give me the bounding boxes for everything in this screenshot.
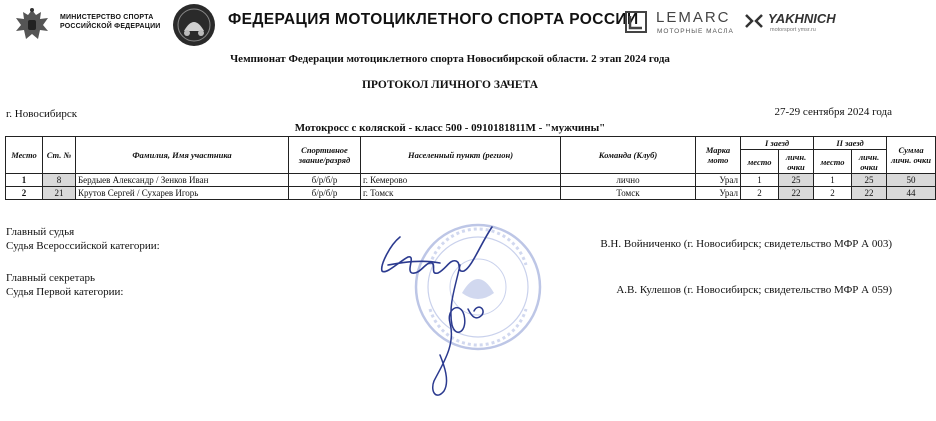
signatures-and-stamp (360, 205, 560, 417)
event-dates: 27-29 сентября 2024 года (774, 106, 892, 118)
cell-total: 44 (887, 187, 936, 200)
yakhnich-brand: YAKHNICH (768, 11, 836, 26)
cell-heat2-place: 1 (814, 174, 852, 187)
ministry-line-1: МИНИСТЕРСТВО СПОРТА (60, 14, 154, 21)
chief-secretary-category: Судья Первой категории: (6, 286, 124, 298)
header-team: Команда (Клуб) (561, 137, 696, 174)
cell-heat2-place: 2 (814, 187, 852, 200)
yakhnich-logo-icon (744, 11, 764, 31)
cell-locality: г. Томск (361, 187, 561, 200)
cell-heat1-place: 2 (741, 187, 779, 200)
official-stamp-icon (416, 225, 540, 349)
results-table (5, 136, 936, 200)
class-line: Мотокросс с коляской - класс 500 - 0910181811М - "мужчины" (294, 122, 606, 134)
cell-heat2-points: 25 (852, 174, 887, 187)
lemarc-tagline: МОТОРНЫЕ МАСЛА (657, 28, 734, 35)
cell-moto: Урал (696, 187, 741, 200)
cell-total: 50 (887, 174, 936, 187)
chief-secretary-role: Главный секретарь (6, 272, 95, 284)
cell-rank: б/р/б/р (289, 187, 361, 200)
cell-heat2-points: 22 (852, 187, 887, 200)
ministry-name (60, 13, 161, 31)
cell-number: 8 (43, 174, 76, 187)
header-heat-1-points: личн. очки (779, 150, 814, 174)
lemarc-logo-icon (622, 8, 650, 36)
header-rank: Спортивное звание/разряд (289, 137, 361, 174)
cell-name: Крутов Сергей / Сухарев Игорь (76, 187, 289, 200)
cell-place: 1 (6, 174, 43, 187)
table-row (6, 187, 936, 200)
header-heat-1-place: место (741, 150, 779, 174)
cell-place: 2 (6, 187, 43, 200)
judge-signature-icon (382, 227, 492, 273)
coat-of-arms-icon (10, 6, 54, 46)
federation-logo-icon (172, 3, 216, 47)
header-total: Сумма личн. очки (887, 137, 936, 174)
yakhnich-tagline: motorsport ymsr.ru (770, 27, 816, 33)
cell-heat1-place: 1 (741, 174, 779, 187)
cell-number: 21 (43, 187, 76, 200)
header-number: Ст. № (43, 137, 76, 174)
cell-moto: Урал (696, 174, 741, 187)
protocol-title: ПРОТОКОЛ ЛИЧНОГО ЗАЧЕТА (361, 79, 538, 91)
championship-title: Чемпионат Федерации мотоциклетного спорта Новосибирской области. 2 этап 2024 года (230, 53, 670, 65)
lemarc-brand: LEMARC (656, 9, 731, 26)
header-name: Фамилия, Имя участника (76, 137, 289, 174)
table-row (6, 174, 936, 187)
event-city: г. Новосибирск (6, 108, 78, 120)
federation-name: ФЕДЕРАЦИЯ МОТОЦИКЛЕТНОГО СПОРТА РОССИИ (228, 11, 639, 28)
header-heat-2-place: место (814, 150, 852, 174)
cell-team: лично (561, 174, 696, 187)
cell-rank: б/р/б/р (289, 174, 361, 187)
chief-secretary-name: А.В. Кулешов (г. Новосибирск; свидетельство МФР А 059) (616, 284, 892, 296)
chief-judge-category: Судья Всероссийской категории: (6, 240, 160, 252)
header-moto: Марка мото (696, 137, 741, 174)
chief-judge-name: В.Н. Войниченко (г. Новосибирск; свидетельство МФР А 003) (600, 238, 892, 250)
cell-name: Бердыев Александр / Зенков Иван (76, 174, 289, 187)
cell-team: Томск (561, 187, 696, 200)
cell-heat1-points: 22 (779, 187, 814, 200)
ministry-line-2: РОССИЙСКОЙ ФЕДЕРАЦИИ (60, 23, 161, 30)
header-heat-1: I заезд (741, 137, 814, 150)
header-heat-2: II заезд (814, 137, 887, 150)
cell-locality: г. Кемерово (361, 174, 561, 187)
header-place: Место (6, 137, 43, 174)
cell-heat1-points: 25 (779, 174, 814, 187)
header-locality: Населенный пункт (регион) (361, 137, 561, 174)
header-heat-2-points: личн. очки (852, 150, 887, 174)
chief-judge-role: Главный судья (6, 226, 75, 238)
